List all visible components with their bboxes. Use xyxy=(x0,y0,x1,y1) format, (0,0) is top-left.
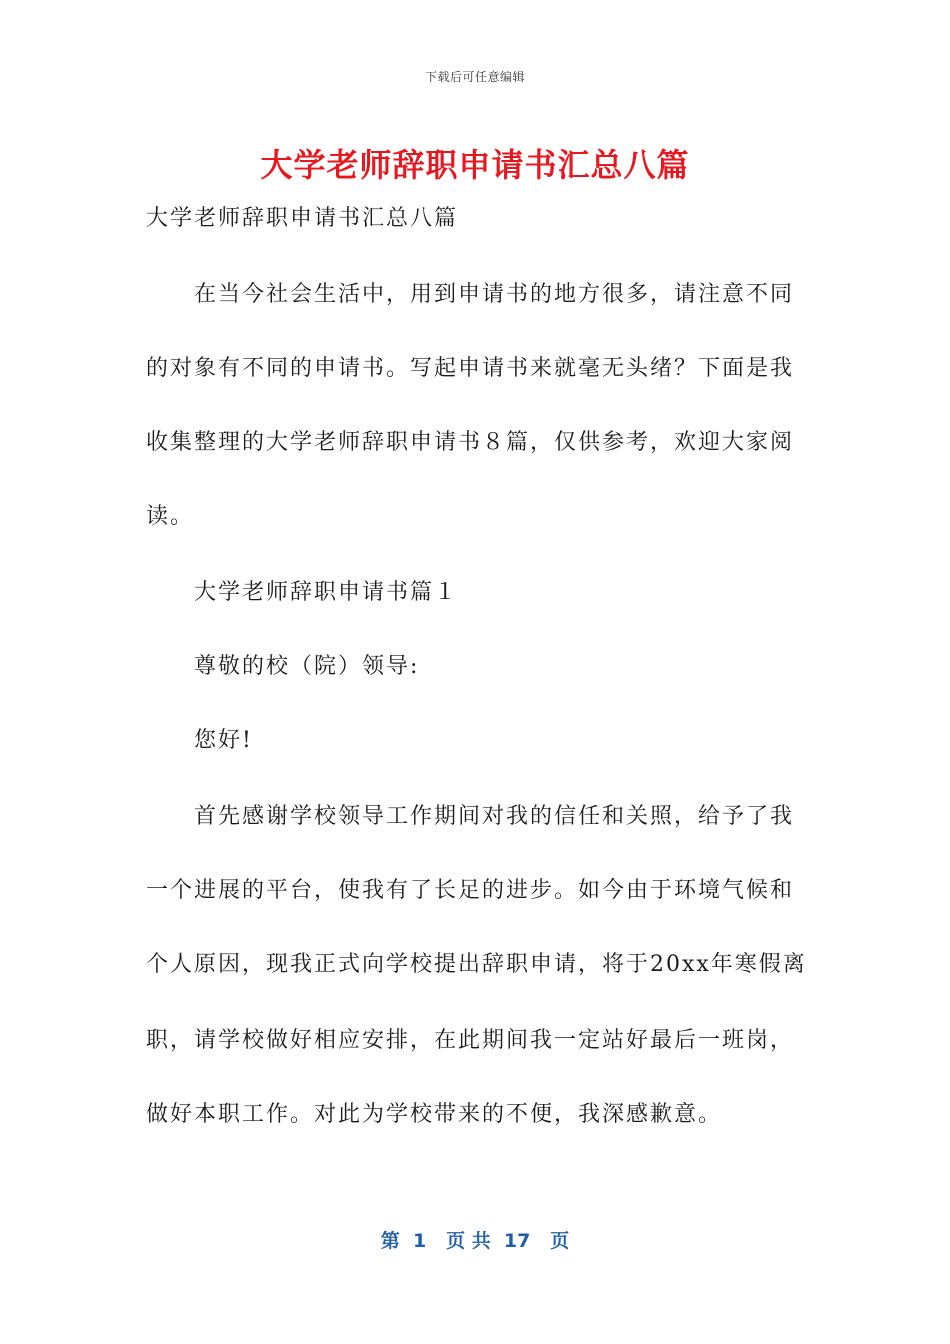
salutation-line: 尊敬的校（院）领导: xyxy=(194,654,420,679)
section-heading: 大学老师辞职申请书篇１ xyxy=(194,580,459,605)
greeting-line: 您好! xyxy=(194,728,253,753)
header-note: 下载后可任意编辑 xyxy=(424,70,525,84)
paragraph-line: 读。 xyxy=(146,504,195,529)
paragraph-line: 在当今社会生活中，用到申请书的地方很多，请注意不同 xyxy=(194,282,795,307)
subtitle-line: 大学老师辞职申请书汇总八篇 xyxy=(146,206,459,231)
paragraph-line: 收集整理的大学老师辞职申请书８篇，仅供参考，欢迎大家阅 xyxy=(146,430,795,455)
paragraph-line: 一个进展的平台，使我有了长足的进步。如今由于环境气候和 xyxy=(146,878,795,903)
paragraph-line: 做好本职工作。对此为学校带来的不便，我深感歉意。 xyxy=(146,1102,723,1127)
document-title: 大学老师辞职申请书汇总八篇 xyxy=(260,146,690,184)
page-number-footer: 第 1 页 共 17 页 xyxy=(380,1230,570,1252)
paragraph-line: 个人原因，现我正式向学校提出辞职申请，将于20xx年寒假离 xyxy=(146,952,807,977)
paragraph-line: 职，请学校做好相应安排，在此期间我一定站好最后一班岗， xyxy=(146,1028,795,1053)
paragraph-line: 首先感谢学校领导工作期间对我的信任和关照，给予了我 xyxy=(194,804,795,829)
paragraph-line: 的对象有不同的申请书。写起申请书来就毫无头绪？下面是我 xyxy=(146,356,795,381)
